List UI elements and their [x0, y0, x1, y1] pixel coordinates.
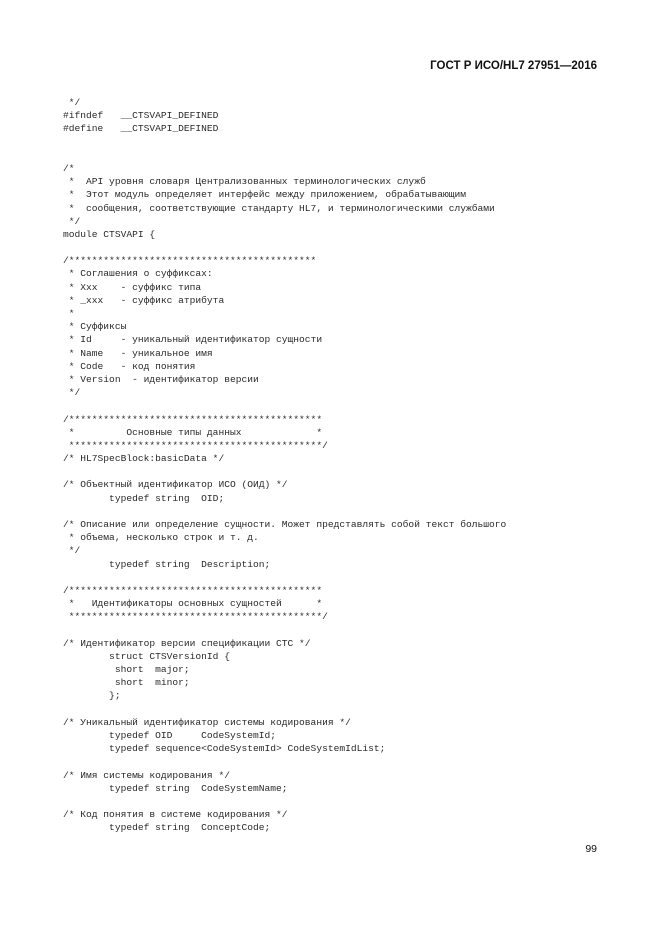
code-line: [63, 505, 506, 518]
code-line: [63, 149, 506, 162]
code-line: [63, 241, 506, 254]
code-line: [63, 755, 506, 768]
code-line: *: [63, 308, 75, 319]
code-line: * Id - уникальный идентификатор сущности: [63, 334, 323, 346]
code-line: struct CTSVersionId {: [63, 650, 230, 662]
code-line: typedef string ConceptCode;: [63, 822, 271, 834]
code-line: * Xxx - суффикс типа: [63, 281, 202, 293]
code-line: */: [63, 97, 81, 108]
code-line: /* Описание или определение сущности. Может представлять собой текст большого: [63, 519, 507, 530]
code-line: * Code - код понятия: [63, 360, 196, 372]
code-line: /* Идентификатор версии спецификации CTC */: [63, 637, 311, 649]
code-line: */: [63, 545, 81, 557]
code-line: * сообщения, соответствующие стандарту HL7, и терминологическими службами: [63, 202, 495, 214]
code-line: * Этот модуль определяет интерфейс между приложением, обрабатывающим: [63, 189, 467, 201]
code-line: * Суффиксы: [63, 321, 127, 333]
code-line: short minor;: [63, 677, 190, 689]
code-line: */: [63, 215, 81, 227]
code-line: typedef OID CodeSystemId;: [63, 730, 277, 741]
code-line: /* HL7SpecBlock:basicData */: [63, 453, 225, 465]
code-line: * Version - идентификатор версии: [63, 373, 259, 385]
code-line: /* Объектный идентификатор ИСО (ОИД) */: [63, 479, 288, 491]
code-line: };: [63, 690, 121, 702]
code-line: [63, 571, 506, 584]
code-line: ********************************************/: [63, 439, 328, 451]
code-line: /********************************************: [63, 584, 323, 596]
code-listing: [63, 96, 506, 835]
code-line: typedef string OID;: [63, 492, 225, 504]
code-line: short major;: [63, 664, 190, 676]
code-line: [63, 703, 506, 716]
page-number: 99: [585, 843, 597, 855]
code-line: typedef string CodeSystemName;: [63, 782, 288, 794]
code-line: * API уровня словаря Централизованных терминологических служб: [63, 176, 426, 188]
code-line: * Идентификаторы основных сущностей *: [63, 598, 323, 610]
code-line: /* Уникальный идентификатор системы кодирования */: [63, 716, 351, 728]
code-line: /* Код понятия в системе кодирования */: [63, 809, 288, 821]
code-line: * _xxx - суффикс атрибута: [63, 294, 225, 306]
code-line: ********************************************/: [63, 611, 328, 623]
code-line: module CTSVAPI {: [63, 228, 156, 240]
code-line: [63, 465, 506, 478]
code-line: typedef string Description;: [63, 558, 271, 570]
code-line: [63, 136, 506, 149]
code-line: [63, 624, 506, 637]
code-line: [63, 795, 506, 808]
code-line: typedef sequence<CodeSystemId> CodeSystemIdList;: [63, 743, 386, 755]
code-line: /********************************************: [63, 413, 323, 425]
code-line: * объема, несколько строк и т. д.: [63, 532, 259, 544]
code-line: * Основные типы данных *: [63, 426, 323, 438]
code-line: */: [63, 387, 81, 399]
code-line: #define __CTSVAPI_DEFINED: [63, 123, 219, 135]
code-line: /*: [63, 162, 75, 174]
code-line: #ifndef __CTSVAPI_DEFINED: [63, 110, 219, 122]
code-line: * Name - уникальное имя: [63, 347, 213, 359]
code-line: /*******************************************: [63, 255, 317, 267]
code-line: [63, 399, 506, 412]
standard-header: ГОСТ Р ИСО/HL7 27951—2016: [430, 60, 597, 72]
code-line: /* Имя системы кодирования */: [63, 769, 230, 781]
code-line: * Соглашения о суффиксах:: [63, 268, 213, 280]
